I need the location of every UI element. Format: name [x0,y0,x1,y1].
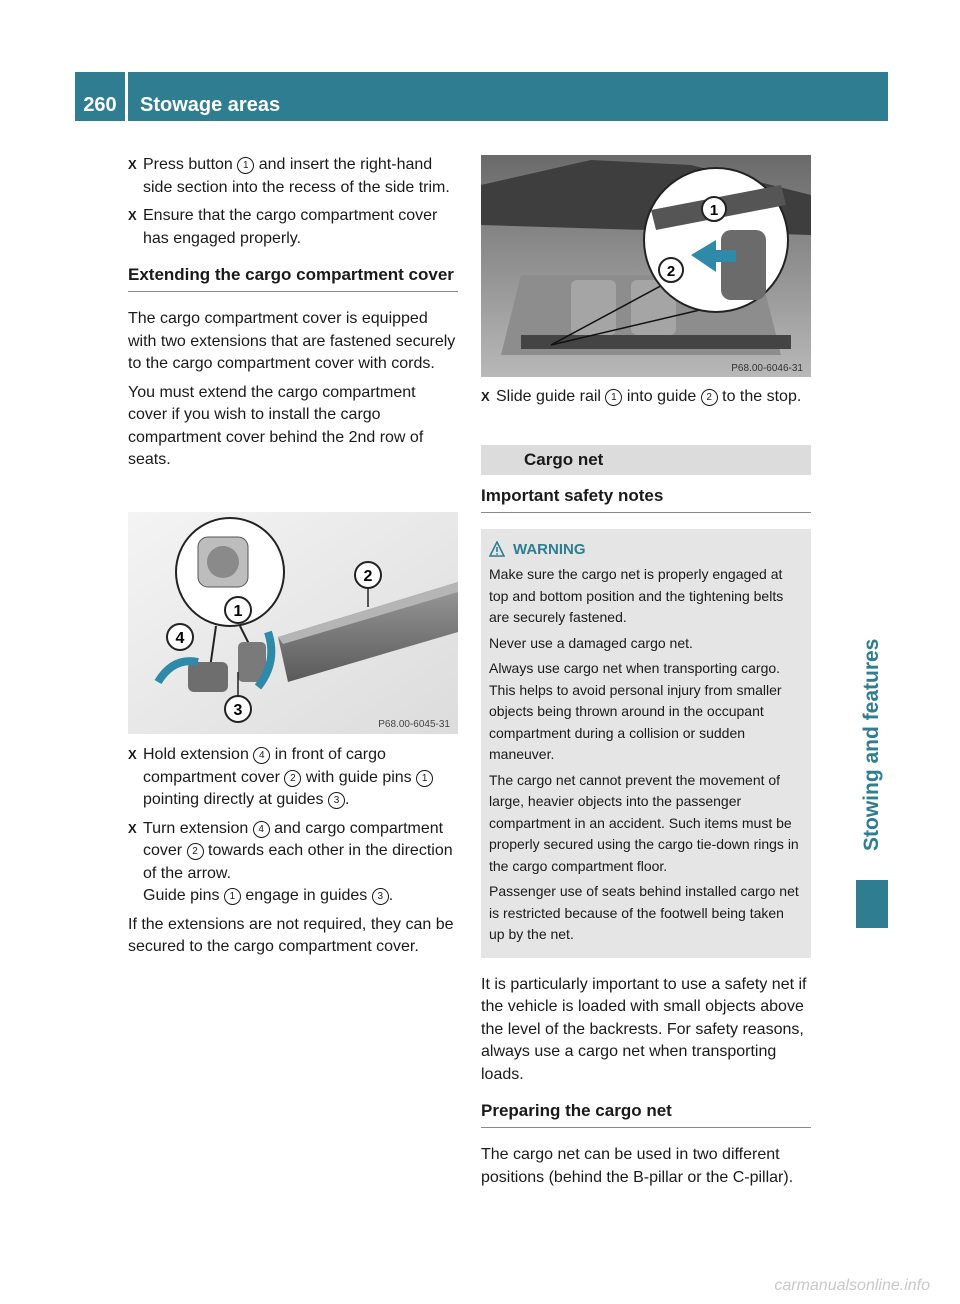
figure-callout: 2 [363,568,373,585]
illustration-guide-rail [481,155,811,377]
paragraph: It is particularly important to use a safety net if the vehicle is loaded with small objects above the level of the backrests. For safety reasons, always use a cargo net when transporting loads. [481,975,807,1083]
warning-text: Never use a damaged cargo net. [489,634,693,651]
left-column [128,154,458,478]
watermark: carmanualsonline.info [774,1277,930,1294]
callout-number: 4 [253,821,270,838]
step-marker-icon: X [128,157,137,172]
callout-number: 2 [701,389,718,406]
callout-number: 1 [416,770,433,787]
section-heading: Extending the cargo compartment cover [128,264,458,292]
callout-number: 1 [237,157,254,174]
left-column-lower [128,744,458,965]
figure-callout: 1 [709,202,719,219]
warning-triangle-icon [489,541,505,557]
side-tab-label: Stowing and features [860,638,883,851]
page-title: Stowage areas [140,94,281,116]
right-column [481,386,811,1195]
figure-callout: 3 [233,702,243,719]
page-number: 260 [83,94,117,116]
warning-text: Passenger use of seats behind installed cargo net is restricted because of the footwell being taken up by the net. [489,883,799,942]
callout-number: 1 [224,888,241,905]
side-tab [856,121,888,1304]
callout-number: 3 [328,792,345,809]
paragraph: The cargo compartment cover is equipped with two extensions that are fastened securely to the cargo compartment cover with cords. [128,310,456,372]
illustration-cover-extension [128,512,458,734]
step-marker-icon: X [128,747,137,762]
cover-extension-drawing [128,512,458,734]
paragraph: If the extensions are not required, they can be secured to the cargo compartment cover. [128,915,454,955]
figure-callout: 2 [666,263,676,280]
callout-number: 2 [284,770,301,787]
warning-box [481,529,811,958]
callout-number: 1 [605,389,622,406]
instruction-step: X Press button 1 and insert the right-hand side section into the recess of the side trim. [128,156,450,196]
side-tab-marker [856,880,888,928]
section-heading: Preparing the cargo net [481,1100,811,1128]
paragraph: The cargo net can be used in two different positions (behind the B-pillar or the C-pillar). [481,1146,794,1186]
warning-title: WARNING [489,539,803,561]
step-marker-icon: X [128,208,137,223]
warning-text: Always use cargo net when transporting cargo. This helps to avoid personal injury from smaller objects being thrown around in the occupant compartment during a collision or sudden maneuver. [489,660,782,762]
instruction-step: X Hold extension 4 in front of cargo compartment cover 2 with guide pins 1 pointing directly at guides 3 . [128,744,458,812]
instruction-step: X Ensure that the cargo compartment cover has engaged properly. [128,207,438,247]
callout-number: 2 [187,843,204,860]
warning-text: The cargo net cannot prevent the movement of large, heavier objects into the passenger compartment in an accident. Such items must be properly secured using the cargo tie-down rings in the cargo compartment floor. [489,771,799,874]
callout-number: 3 [372,888,389,905]
figure-callout: 1 [233,603,243,620]
section-heading: Important safety notes [481,485,811,513]
figure-code: P68.00-6045-31 [378,719,450,730]
figure-code: P68.00-6046-31 [731,363,803,374]
paragraph: You must extend the cargo compartment cover if you wish to install the cargo compartment cover behind the 2nd row of seats. [128,383,424,468]
instruction-step: X Turn extension 4 and cargo compartment cover 2 towards each other in the direction of the arrow. Guide pins 1 engage in guides 3 . [128,819,453,904]
guide-rail-drawing [481,155,811,377]
warning-text: Make sure the cargo net is properly engaged at top and bottom position and the tightening belts are securely fastened. [489,566,784,625]
section-title-bar: Cargo net [481,445,811,475]
step-marker-icon: X [481,389,490,404]
instruction-step: X Slide guide rail 1 into guide 2 to the stop. [481,386,811,409]
header-divider [125,72,128,121]
figure-callout: 4 [175,630,185,647]
callout-number: 4 [253,747,270,764]
step-marker-icon: X [128,820,137,836]
